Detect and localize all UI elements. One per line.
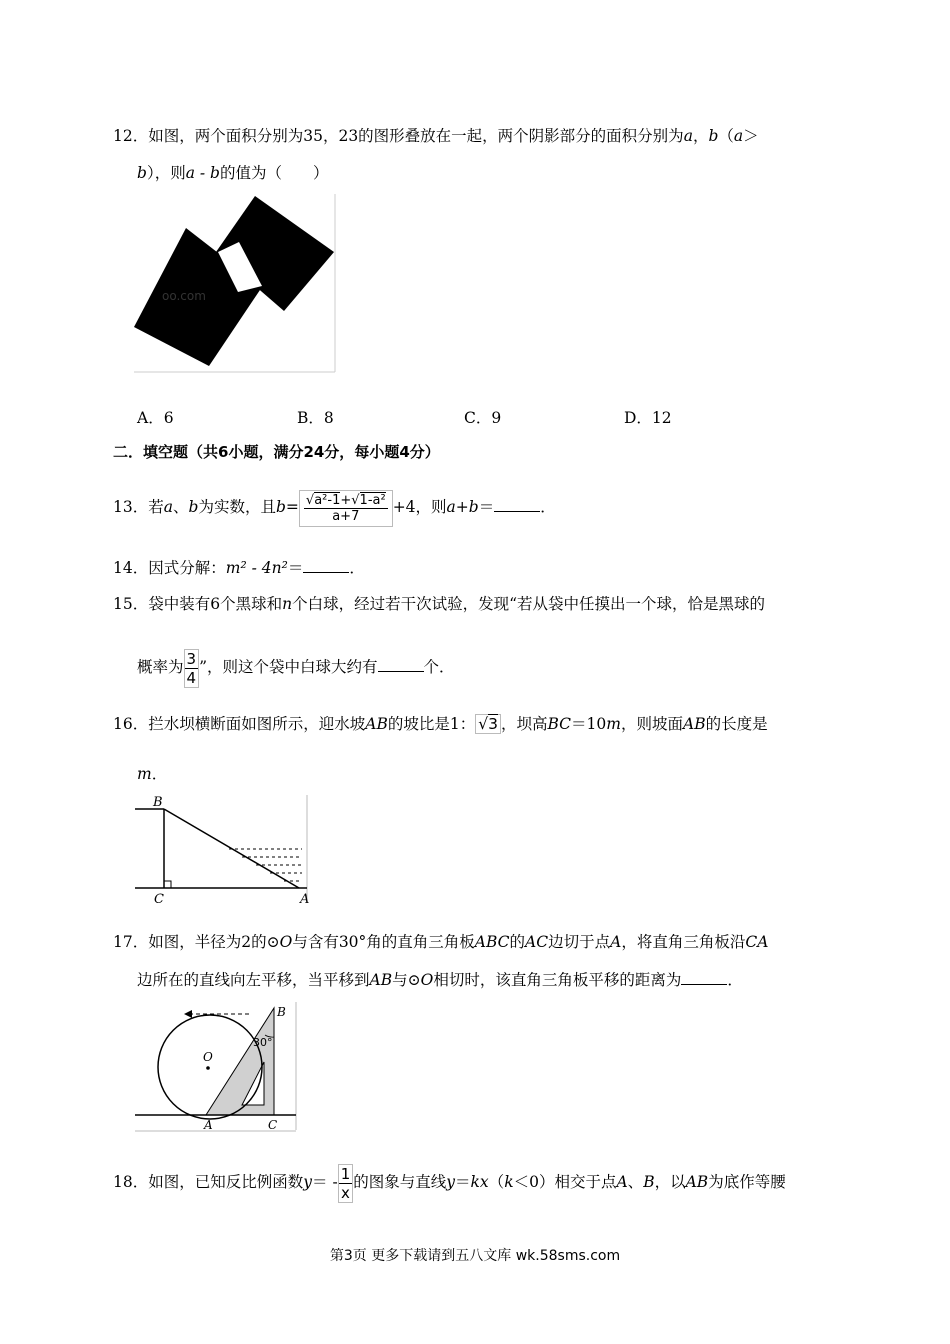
option-b: B．8 <box>297 409 334 427</box>
q15-line1: 15．袋中装有6个黑球和n个白球，经过若干次试验，发现“若从袋中任摸出一个球，恰是黑球的 <box>113 595 766 613</box>
option-a: A．6 <box>137 409 174 427</box>
q15-fraction: $\frac{3}{4}$ <box>184 649 200 688</box>
section-title: 二．填空题（共6小题，满分24分，每小题4分） <box>113 443 440 461</box>
label-b: B <box>153 795 163 810</box>
q17-line2: 边所在的直线向左平移，当平移到AB与⊙O相切时，该直角三角板平移的距离为 ． <box>137 971 743 989</box>
q12-figure <box>134 194 336 374</box>
q14-blank[interactable] <box>303 558 349 573</box>
q15-line2: 概率为 $\frac{3}{4}$ ”，则这个袋中白球大约有 个． <box>137 649 455 687</box>
q12-line2: b），则a - b的值为（ ） <box>137 164 329 182</box>
q16-dam-figure <box>134 793 312 905</box>
q12-line1: 12．如图，两个面积分别为35，23的图形叠放在一起，两个阴影部分的面积分别为a，b（a＞ <box>113 127 759 145</box>
q17-line1: 17．如图，半径为2的⊙O与含有30°角的直角三角板ABC的AC边切于点A，将直角三角板沿CA <box>113 933 769 951</box>
q15-blank[interactable] <box>378 657 424 672</box>
page-footer: 第3页 更多下载请到五八文库 wk.58sms.com <box>329 1248 621 1264</box>
label-a: A <box>204 1118 213 1132</box>
q18-line1: 18．如图，已知反比例函数y＝ - $\frac{1}{x}$ 的图象与直线y＝kx（k＜0）相交于点A、B，以AB为底作等腰 <box>113 1164 786 1202</box>
label-angle: 30° <box>253 1036 273 1049</box>
label-a: A <box>300 892 310 905</box>
watermark-text: oo.com <box>162 289 206 303</box>
q16-line2: m． <box>137 765 168 783</box>
q16-sqrt: √3 <box>475 714 501 734</box>
q18-fraction: $\frac{1}{x}$ <box>338 1164 354 1203</box>
label-c: C <box>154 892 164 905</box>
q13-fraction: $\frac{\text{√a²-1+√1-a²}}{a+7}$ <box>299 490 393 527</box>
q17-blank[interactable] <box>681 970 727 985</box>
option-c: C．9 <box>464 409 502 427</box>
q17-circle-figure <box>134 1000 300 1132</box>
option-d: D．12 <box>624 409 672 427</box>
q13-blank[interactable] <box>494 497 540 512</box>
label-c: C <box>268 1118 278 1132</box>
label-b: B <box>277 1005 286 1019</box>
q13-line: 13．若a、b为实数，且b= $\frac{\text{√a²-1+√1-a²}}{a+7}$ +4，则a+b＝ ． <box>113 483 556 531</box>
q16-line1: 16．拦水坝横断面如图所示，迎水坡AB的坡比是1： √3 ，坝高BC＝10m，则坡面AB的长度是 <box>113 715 768 733</box>
label-o: O <box>203 1050 213 1064</box>
q14-line: 14．因式分解：m² - 4n²＝ ． <box>113 559 365 577</box>
